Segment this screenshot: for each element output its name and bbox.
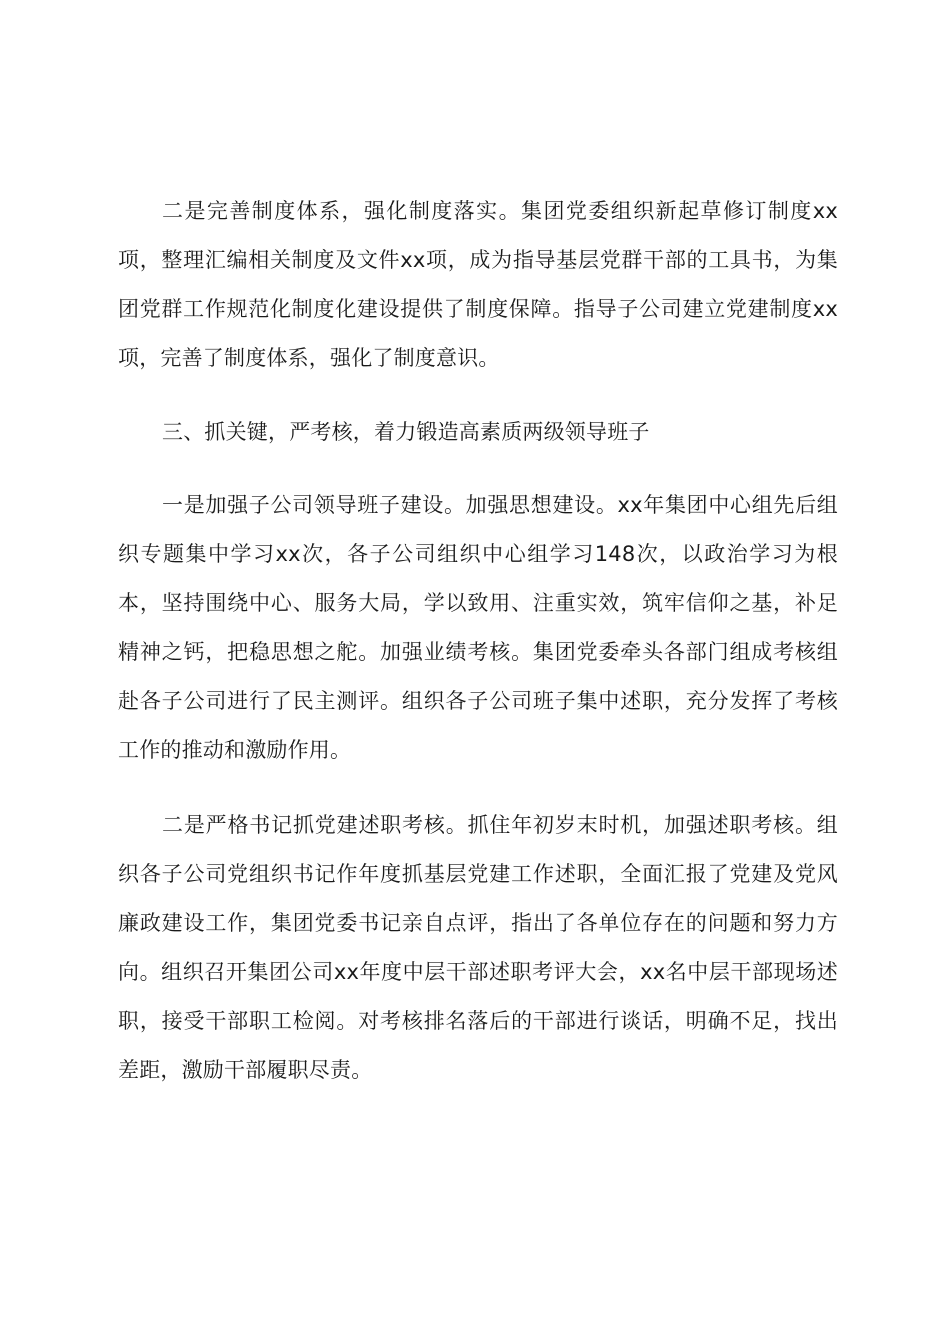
paragraph-leadership-building: 一是加强子公司领导班子建设。加强思想建设。xx年集团中心组先后组织专题集中学习xx次，各子公司组织中心组学习148次，以政治学习为根本，坚持围绕中心、服务大局，学以致用、注重实效，筑牢信仰之基，补足精神之钙，把稳思想之舵。加强业绩考核。集团党委牵头各部门组成考核组赴各子公司进行了民主测评。组织各子公司班子集中述职，充分发挥了考核工作的推动和激励作用。 <box>118 493 838 762</box>
paragraph-institutional-system: 二是完善制度体系，强化制度落实。集团党委组织新起草修订制度xx项，整理汇编相关制度及文件xx项，成为指导基层党群干部的工具书，为集团党群工作规范化制度化建设提供了制度保障。指导子公司建立党建制度xx项，完善了制度体系，强化了制度意识。 <box>118 199 838 370</box>
paragraph-secretary-review: 二是严格书记抓党建述职考核。抓住年初岁末时机，加强述职考核。组织各子公司党组织书记作年度抓基层党建工作述职，全面汇报了党建及党风廉政建设工作，集团党委书记亲自点评，指出了各单位存在的问题和努力方向。组织召开集团公司xx年度中层干部述职考评大会，xx名中层干部现场述职，接受干部职工检阅。对考核排名落后的干部进行谈话，明确不足，找出差距，激励干部履职尽责。 <box>118 813 838 1082</box>
section-heading-leadership: 三、抓关键，严考核，着力锻造高素质两级领导班子 <box>162 420 650 444</box>
